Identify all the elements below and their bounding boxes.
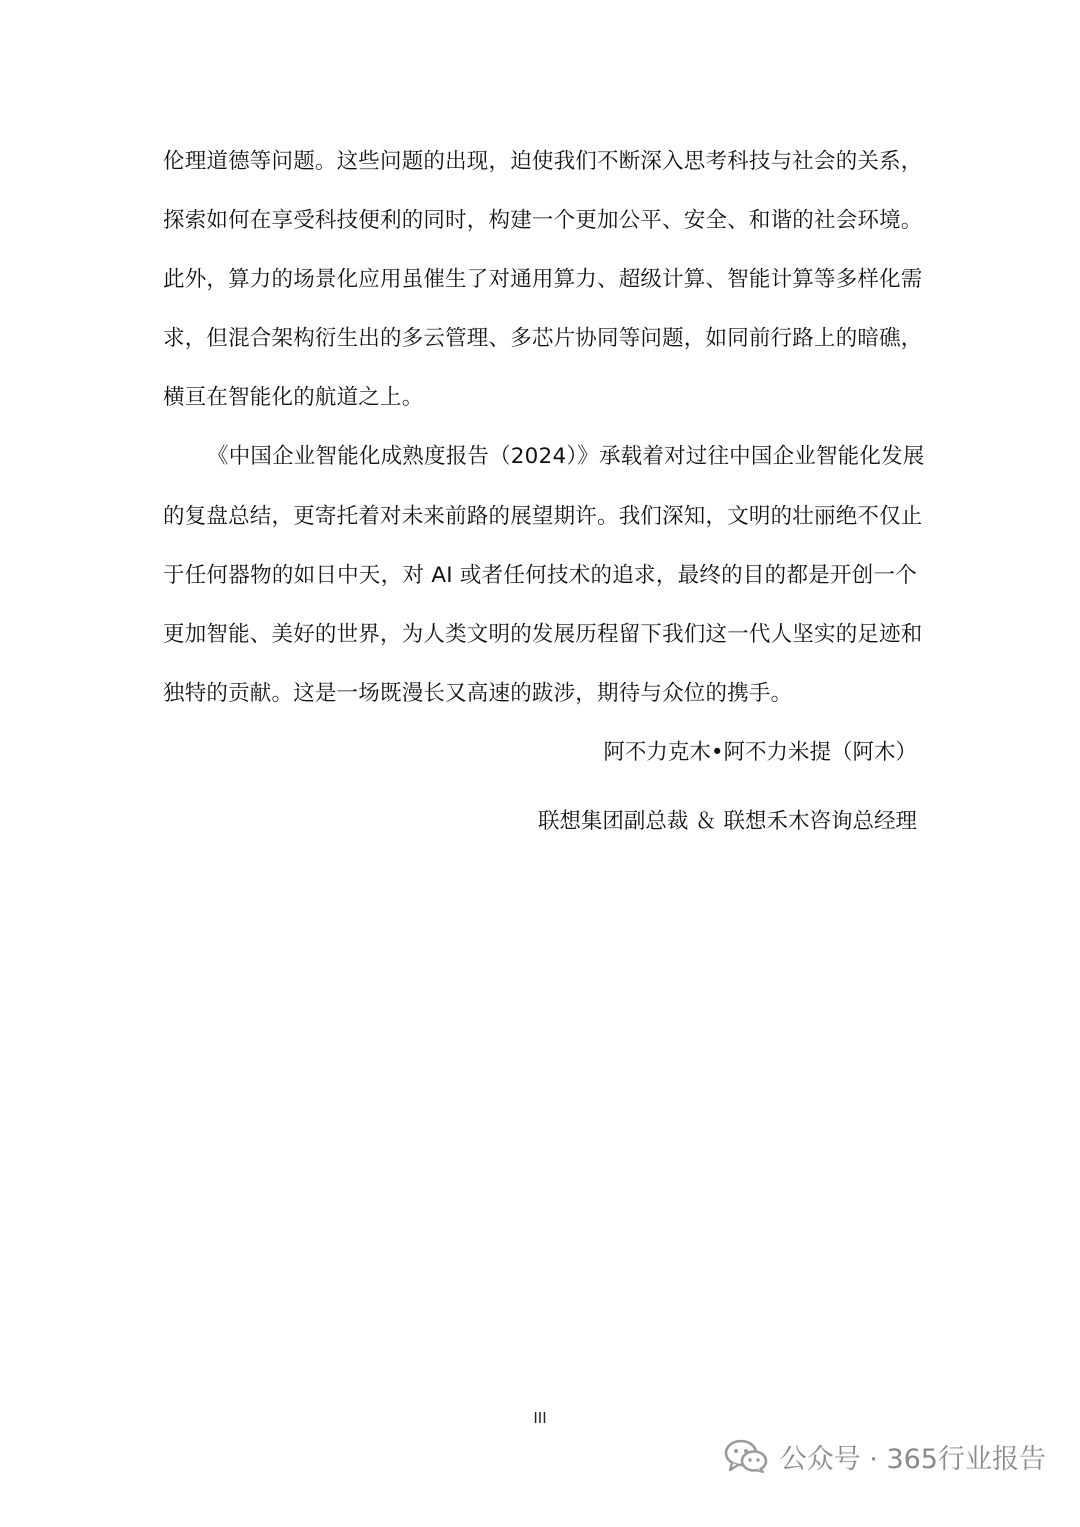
text-line: 探索如何在享受科技便利的同时，构建一个更加公平、安全、和谐的社会环境。 <box>163 208 923 233</box>
signature-title: 联想集团副总裁 ＆ 联想禾木咨询总经理 <box>537 809 917 834</box>
text-line: 伦理道德等问题。这些问题的出现，迫使我们不断深入思考科技与社会的关系， <box>163 149 923 174</box>
text-line: 独特的贡献。这是一场既漫长又高速的跋涉，期待与众位的携手。 <box>163 681 793 706</box>
wechat-icon <box>724 1439 768 1473</box>
text-line: 求，但混合架构衍生出的多云管理、多芯片协同等问题，如同前行路上的暗礁， <box>163 326 923 351</box>
text-line: 于任何器物的如日中天，对 AI 或者任何技术的追求，最终的目的都是开创一个 <box>163 563 917 588</box>
watermark <box>724 1431 1046 1481</box>
text-line: 更加智能、美好的世界，为人类文明的发展历程留下我们这一代人坚实的足迹和 <box>163 622 923 647</box>
text-line: 的复盘总结，更寄托着对未来前路的展望期许。我们深知，文明的壮丽绝不仅止 <box>163 504 923 529</box>
watermark-text: 公众号 · 365行业报告 <box>779 1443 1046 1475</box>
text-line: 《中国企业智能化成熟度报告（2024）》承载着对过往中国企业智能化发展 <box>207 444 925 469</box>
page-number: III <box>533 1409 547 1427</box>
text-line: 横亘在智能化的航道之上。 <box>163 385 424 410</box>
text-line: 此外，算力的场景化应用虽催生了对通用算力、超级计算、智能计算等多样化需 <box>163 267 923 292</box>
signature-name: 阿不力克木•阿不力米提（阿木） <box>603 740 917 765</box>
